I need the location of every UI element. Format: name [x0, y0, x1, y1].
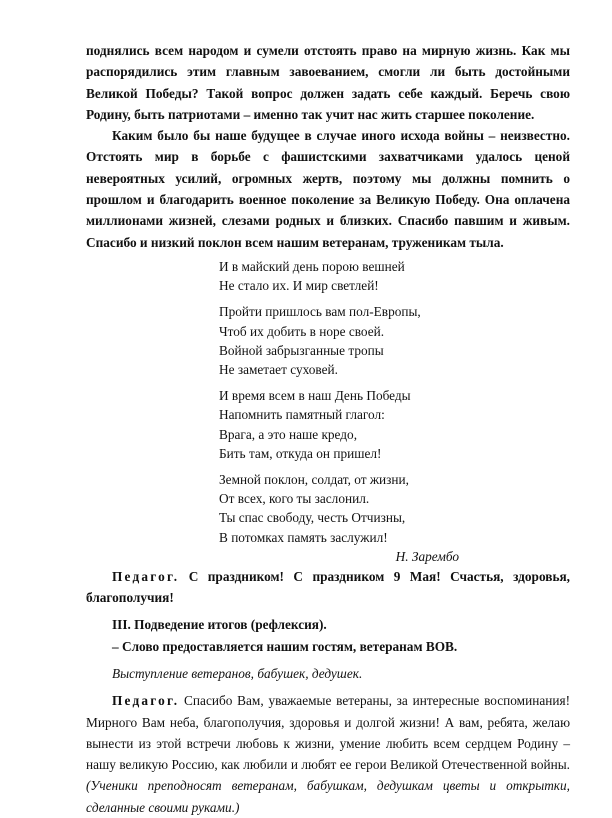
poem-line: И время всем в наш День Победы — [219, 388, 411, 404]
poem-line: Пройти пришлось вам пол-Европы, — [219, 304, 421, 320]
poem-line: Врага, а это наше кредо, — [219, 426, 358, 442]
veterans-note: Выступление ветеранов, бабушек, дедушек. — [112, 666, 363, 681]
section-line: – Слово предоставляется нашим гостям, ветеранам ВОВ. — [112, 638, 458, 654]
paragraph-intro-line: патриотами – именно так учит нас жить старшее поколение. — [168, 106, 535, 122]
teacher-greeting — [86, 566, 570, 609]
poem-line: Не стало их. И мир светлей! — [219, 278, 379, 294]
speaker-label: Педагог. — [112, 568, 180, 584]
teacher-thanks-remark: (Ученики преподносят ветеранам, бабушкам, дедушкам цветы и открытки, сделанные своими руками.) — [86, 778, 570, 815]
document-page — [86, 40, 570, 818]
poem-stanza — [219, 470, 459, 547]
poem-line: Земной поклон, солдат, от жизни, — [219, 472, 409, 487]
teacher-thanks — [86, 690, 570, 818]
poem-stanza — [219, 386, 459, 463]
paragraph-intro-line: поднялись всем народом и сумели отстоять право на мирную жизнь. Как мы — [86, 43, 570, 58]
poem-line: Войной забрызганные тропы — [219, 342, 384, 358]
poem-stanza — [219, 257, 459, 295]
paragraph-intro-line: распорядились этим главным завоеванием, смогли ли быть достойными Великой — [86, 64, 570, 101]
poem-line: И в майский день порою вешней — [219, 258, 405, 274]
paragraph-intro — [86, 40, 570, 125]
poem-line: В потомках память заслужил! — [219, 529, 388, 545]
teacher-thanks-text: Спасибо Вам, уважаемые ветераны, за интересные воспоминания! Мирного Вам неба, благополучия, здоровья и долгой жизни! А вам, ребята, желаю вынести из этой встречи любовь к жизни, умение любить всем сердцем Родину – нашу великую Россию, как любили и любят ее герои Великой Отечественной войны. — [86, 693, 570, 773]
poem-line: От всех, кого ты заслонил. — [219, 491, 370, 507]
section-heading: III. Подведение итогов (рефлексия). — [112, 617, 327, 633]
poem-stanza — [219, 302, 459, 379]
paragraph-future: Каким было бы наше будущее в случае иного исхода войны – неизвестно. Отстоять мир в борьбе с фашистскими захватчиками удалось ценой невероятных усилий, огромных жертв, поэтому мы должны помнить о прошлом и благодарить военное поколение за Великую Победу. Она оплачена миллионами жизней, слезами родных и близких. Спасибо павшим и живым. Спасибо и низкий поклон всем нашим ветеранам, труженикам тыла. — [86, 128, 570, 250]
paragraph-intro-line: Победы? Такой вопрос должен задать себе каждый. Беречь свою Родину, быть — [86, 85, 570, 122]
poem-line: Напомнить памятный глагол: — [219, 407, 385, 423]
speaker-label: Педагог. — [112, 693, 180, 709]
poem-line: Бить там, откуда он пришел! — [219, 445, 382, 461]
poem-line: Ты спас свободу, честь Отчизны, — [219, 510, 406, 526]
teacher-greeting-text: С праздником! С праздником 9 Мая! Счастья, здоровья, благополучия! — [86, 568, 570, 606]
poem-author: Н. Зарембо — [395, 548, 459, 564]
poem-line: Чтоб их добить в норе своей. — [219, 323, 385, 339]
poem — [219, 257, 459, 566]
poem-line: Не заметает суховей. — [219, 361, 338, 377]
